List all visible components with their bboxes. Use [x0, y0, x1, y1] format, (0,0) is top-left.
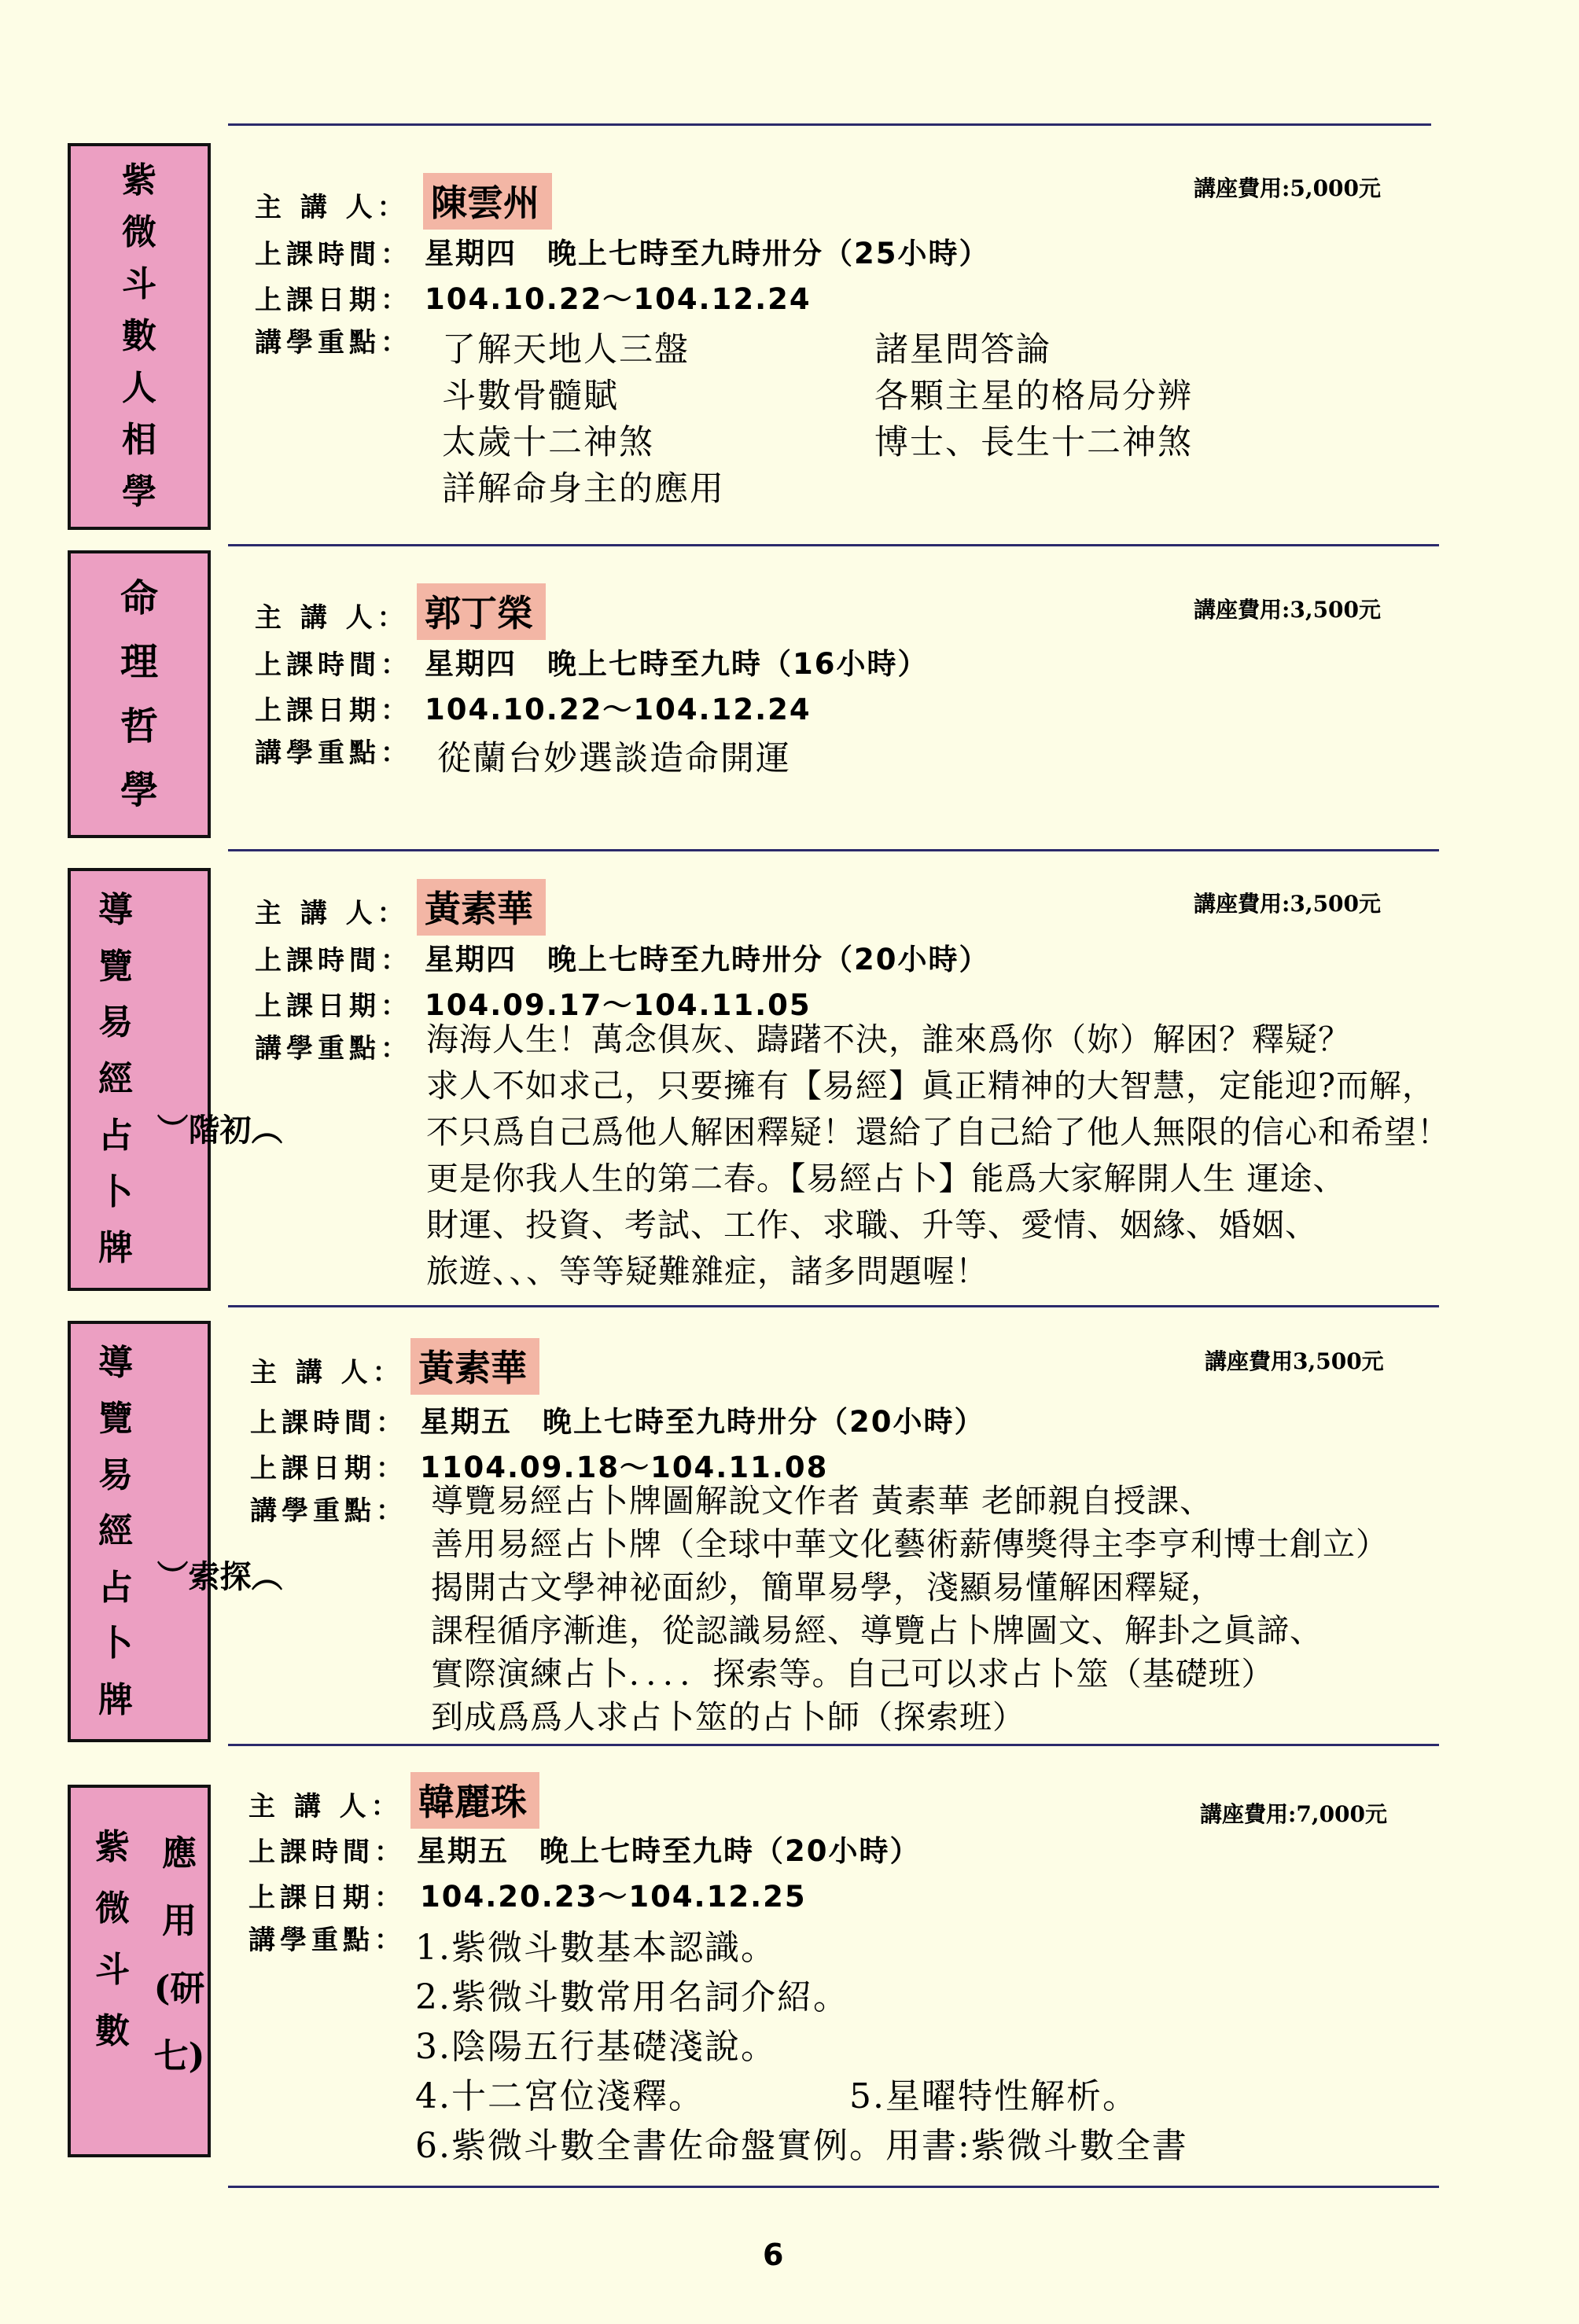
divider — [228, 1305, 1439, 1307]
class-date: 104.10.22～104.12.24 — [425, 282, 812, 316]
focus-item: 6.紫微斗數全書佐命盤實例。用書:紫微斗數全書 — [415, 2126, 1188, 2166]
divider — [228, 123, 1431, 126]
focus-label: 講學重點： — [250, 1495, 407, 1527]
focus-item: 斗數骨髓賦 — [442, 377, 619, 416]
focus-list — [431, 1480, 1389, 1739]
focus-item: 旅遊、、、等等疑難雜症，諸多問題喔！ — [426, 1252, 988, 1290]
speaker-label: 主 講 人： — [255, 192, 409, 223]
time-label: 上課時間： — [248, 1837, 406, 1868]
course-title-box — [68, 1785, 211, 2157]
fee: 講座費用:5,000元 — [1194, 175, 1382, 201]
focus-item: 到成爲爲人求占卜筮的占卜師（探索班） — [431, 1698, 1025, 1736]
class-date: 104.10.22～104.12.24 — [425, 693, 812, 726]
focus-item: 善用易經占卜牌（全球中華文化藝術薪傳獎得主李亨利博士創立） — [431, 1525, 1389, 1563]
focus-list-right — [874, 327, 1193, 466]
focus-item: 從蘭台妙選談造命開運 — [437, 739, 791, 778]
class-time: 星期四 晚上七時至九時卅分（20小時） — [425, 943, 990, 976]
speaker-label: 主 講 人： — [250, 1357, 404, 1388]
focus-list — [426, 1017, 1450, 1295]
focus-item: 諸星問答論 — [874, 330, 1051, 370]
course-title: 紫 微 斗 數 人 相 學 — [122, 160, 156, 512]
time-label: 上課時間： — [255, 649, 412, 681]
class-time: 星期四 晚上七時至九時（16小時） — [425, 647, 929, 681]
divider — [228, 1744, 1439, 1746]
focus-label: 講學重點： — [255, 737, 412, 769]
focus-item: 海海人生！萬念俱灰、躊躇不決，誰來爲你（妳）解困？釋疑？ — [426, 1020, 1351, 1058]
class-date: 1104.09.18～104.11.08 — [420, 1451, 829, 1484]
focus-item: 博士、長生十二神煞 — [874, 423, 1193, 462]
divider — [228, 544, 1439, 546]
class-time: 星期五 晚上七時至九時（20小時） — [417, 1834, 921, 1868]
speaker-name: 郭丁榮 — [417, 583, 546, 640]
focus-list-left — [442, 327, 725, 513]
time-label: 上課時間： — [255, 239, 412, 270]
date-label: 上課日期： — [255, 991, 412, 1022]
focus-item: 1.紫微斗數基本認識。 — [415, 1928, 777, 1968]
course-title-box — [68, 550, 211, 838]
speaker-label: 主 講 人： — [255, 898, 409, 929]
focus-label: 講學重點： — [255, 1033, 412, 1065]
date-label: 上課日期： — [255, 695, 412, 726]
focus-label: 講學重點： — [248, 1925, 406, 1956]
course-title-box — [68, 143, 211, 530]
speaker-name: 黃素華 — [410, 1338, 539, 1395]
divider — [228, 2186, 1439, 2188]
focus-item: 各顆主星的格局分辨 — [874, 377, 1193, 416]
speaker-label: 主 講 人： — [255, 602, 409, 634]
class-date: 104.20.23～104.12.25 — [420, 1880, 807, 1914]
course-subtitle: （ 初 階 ） — [152, 1113, 283, 1145]
class-time: 星期四 晚上七時至九時卅分（25小時） — [425, 237, 990, 270]
course-title: 導 覽 易 經 占 卜 牌 — [98, 889, 133, 1269]
focus-item: 詳解命身主的應用 — [442, 469, 725, 509]
divider — [228, 849, 1439, 851]
course-title: 命 理 哲 學 — [120, 576, 158, 812]
focus-item: 了解天地人三盤 — [442, 330, 690, 370]
focus-item: 2.紫微斗數常用名詞介紹。 — [415, 1977, 849, 2017]
date-label: 上課日期： — [255, 285, 412, 316]
date-label: 上課日期： — [248, 1882, 406, 1914]
course-title-box — [68, 1321, 283, 1742]
speaker-label: 主 講 人： — [248, 1791, 403, 1822]
focus-label: 講學重點： — [255, 327, 412, 359]
focus-list — [437, 736, 791, 782]
fee: 講座費用:3,500元 — [1194, 597, 1382, 623]
focus-item: 課程循序漸進，從認識易經、導覽占卜牌圖文、解卦之眞諦、 — [431, 1612, 1323, 1649]
date-label: 上課日期： — [250, 1453, 407, 1484]
page-number: 6 — [763, 2238, 784, 2272]
fee: 講座費用:3,500元 — [1194, 891, 1382, 917]
course-title: 導 覽 易 經 占 卜 牌 — [98, 1342, 133, 1720]
focus-item: 不只爲自己爲他人解困釋疑！還給了自己給了他人無限的信心和希望！ — [426, 1113, 1450, 1151]
time-label: 上課時間： — [255, 945, 412, 976]
focus-item: 揭開古文學神祕面紗，簡單易學，淺顯易懂解困釋疑， — [431, 1568, 1224, 1606]
speaker-name: 韓麗珠 — [410, 1772, 539, 1829]
focus-item: 更是你我人生的第二春。【易經占卜】能爲大家解開人生 運途、 — [426, 1160, 1346, 1197]
course-title-col2: 紫 微 斗 數 — [95, 1827, 130, 2051]
focus-item: 導覽易經占卜牌圖解說文作者 黃素華 老師親自授課、 — [431, 1482, 1213, 1520]
course-subtitle: （ 探 索 ） — [152, 1560, 283, 1591]
class-date: 104.09.17～104.11.05 — [425, 988, 812, 1022]
speaker-name: 陳雲州 — [423, 173, 552, 230]
course-title-col1: 應 用 (研 七) — [153, 1833, 205, 2076]
focus-item: 4.十二宮位淺釋。 — [415, 2076, 705, 2116]
speaker-name: 黃素華 — [417, 879, 546, 936]
fee: 講座費用:7,000元 — [1200, 1801, 1388, 1827]
focus-list — [415, 1923, 1188, 2171]
time-label: 上課時間： — [250, 1407, 407, 1439]
course-title-box — [68, 868, 283, 1291]
focus-item: 財運、投資、考試、工作、求職、升等、愛情、姻緣、婚姻、 — [426, 1206, 1318, 1244]
focus-item: 實際演練占卜．．．．探索等。自己可以求占卜筮（基礎班） — [431, 1655, 1275, 1693]
fee: 講座費用3,500元 — [1205, 1348, 1384, 1374]
focus-item: 3.陰陽五行基礎淺說。 — [415, 2027, 777, 2067]
focus-item: 太歲十二神煞 — [442, 423, 654, 462]
class-time: 星期五 晚上七時至九時卅分（20小時） — [420, 1405, 985, 1439]
focus-item-extra: 5.星曜特性解析。 — [849, 2076, 1139, 2116]
focus-item: 求人不如求己，只要擁有【易經】眞正精神的大智慧，定能迎?而解， — [426, 1067, 1435, 1105]
